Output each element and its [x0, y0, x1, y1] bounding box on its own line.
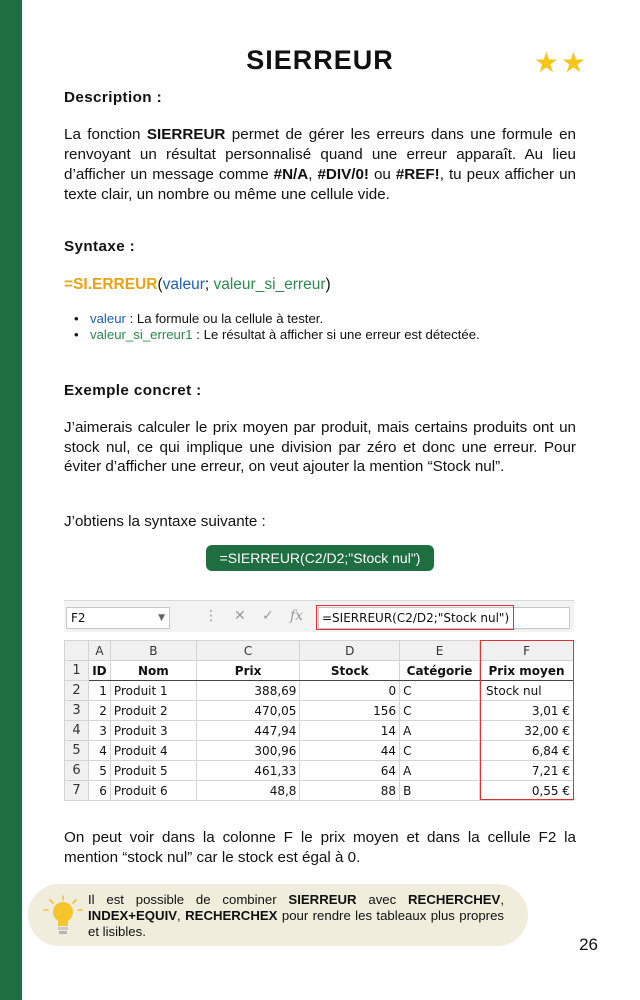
page-title: SIERREUR — [246, 45, 394, 75]
header-cell[interactable]: Catégorie — [400, 661, 480, 681]
cell[interactable]: Stock nul — [480, 681, 574, 701]
column-header[interactable]: F — [480, 641, 574, 661]
function-icon[interactable]: fx — [290, 608, 304, 624]
column-f-highlight — [480, 640, 574, 800]
cell[interactable]: 5 — [88, 761, 110, 781]
cell[interactable]: 470,05 — [196, 701, 300, 721]
example-paragraph: J’aimerais calculer le prix moyen par produit, mais certains produits ont un stock nul, ce qui implique une division par zéro et donc une erreur. Pour éviter d’afficher une erreur, on veut ajouter la mention “Stock nul”. — [64, 419, 576, 475]
column-header[interactable]: A — [88, 641, 110, 661]
cell[interactable]: 32,00 € — [480, 721, 574, 741]
confirm-icon[interactable]: ✓ — [262, 608, 274, 624]
syntax-arguments-list — [64, 311, 576, 343]
cell[interactable]: B — [400, 781, 480, 801]
syntax-heading: Syntaxe : — [64, 238, 136, 255]
cell[interactable]: A — [400, 761, 480, 781]
list-item: • valeur_si_erreur1 : Le résultat à afficher si une erreur est détectée. — [64, 327, 576, 343]
cell[interactable]: 0,55 € — [480, 781, 574, 801]
cell[interactable]: 2 — [88, 701, 110, 721]
cell[interactable]: C — [400, 741, 480, 761]
column-header[interactable]: D — [300, 641, 400, 661]
cancel-icon[interactable]: ✕ — [234, 608, 246, 624]
cell[interactable]: 3 — [88, 721, 110, 741]
cell[interactable]: 0 — [300, 681, 400, 701]
formula-highlight — [316, 605, 514, 630]
cell[interactable]: 447,94 — [196, 721, 300, 741]
row-header[interactable]: 5 — [65, 741, 89, 761]
row-header[interactable]: 7 — [65, 781, 89, 801]
cell[interactable]: 3,01 € — [480, 701, 574, 721]
cell[interactable]: Produit 2 — [110, 701, 196, 721]
header-cell[interactable]: Stock — [300, 661, 400, 681]
cell[interactable]: 6,84 € — [480, 741, 574, 761]
row-header[interactable]: 2 — [65, 681, 89, 701]
description-paragraph: La fonction SIERREUR permet de gérer les erreurs dans une formule en renvoyant un résultat personnalisé quand une erreur apparaît. Au lieu d’afficher un message comme #N/A, #DIV/0! ou #REF!, tu peux afficher un texte clair, un nombre ou même une cellule vide. — [64, 126, 576, 203]
cell[interactable]: 14 — [300, 721, 400, 741]
cell[interactable]: 88 — [300, 781, 400, 801]
tip-text: Il est possible de combiner SIERREUR avec RECHERCHEV, INDEX+EQUIV, RECHERCHEX pour rendre les tableaux plus propres et lisibles. — [88, 892, 505, 939]
cell[interactable]: 1 — [88, 681, 110, 701]
lightbulb-icon — [38, 895, 88, 939]
cell[interactable]: 461,33 — [196, 761, 300, 781]
cell[interactable]: C — [400, 681, 480, 701]
formula-input[interactable]: =SIERREUR(C2/D2;"Stock nul") — [318, 607, 570, 629]
cell[interactable]: 48,8 — [196, 781, 300, 801]
cell[interactable]: Produit 1 — [110, 681, 196, 701]
name-box[interactable]: F2 ▼ — [66, 607, 170, 629]
header-cell[interactable]: Prix moyen — [480, 661, 574, 681]
cell[interactable]: Produit 4 — [110, 741, 196, 761]
corner-cell[interactable] — [65, 641, 89, 661]
cell[interactable]: 64 — [300, 761, 400, 781]
cell[interactable]: 156 — [300, 701, 400, 721]
list-item: • valeur : La formule ou la cellule à tester. — [64, 311, 576, 327]
header-cell[interactable]: ID — [88, 661, 110, 681]
cell[interactable]: C — [400, 701, 480, 721]
cell[interactable]: Produit 3 — [110, 721, 196, 741]
example-intro: J’obtiens la syntaxe suivante : — [64, 513, 266, 530]
row-header[interactable]: 6 — [65, 761, 89, 781]
cell[interactable]: 44 — [300, 741, 400, 761]
row-header[interactable]: 1 — [65, 661, 89, 681]
cell[interactable]: 7,21 € — [480, 761, 574, 781]
column-header[interactable]: E — [400, 641, 480, 661]
spreadsheet-screenshot — [64, 600, 574, 800]
column-header[interactable]: C — [196, 641, 300, 661]
cell[interactable]: 388,69 — [196, 681, 300, 701]
formula-pill: =SIERREUR(C2/D2;"Stock nul") — [206, 545, 434, 571]
row-header[interactable]: 4 — [65, 721, 89, 741]
header-cell[interactable]: Prix — [196, 661, 300, 681]
cell[interactable]: Produit 6 — [110, 781, 196, 801]
cell[interactable]: 6 — [88, 781, 110, 801]
chevron-down-icon[interactable]: ▼ — [158, 613, 165, 623]
formula-bar — [64, 600, 574, 632]
column-header[interactable]: B — [110, 641, 196, 661]
header-cell[interactable]: Nom — [110, 661, 196, 681]
cell[interactable]: A — [400, 721, 480, 741]
example-heading: Exemple concret : — [64, 382, 202, 399]
cell[interactable]: 4 — [88, 741, 110, 761]
conclusion-paragraph: On peut voir dans la colonne F le prix moyen et dans la cellule F2 la mention “stock nul” car le stock est égal à 0. — [64, 829, 576, 866]
description-heading: Description : — [64, 89, 163, 106]
difficulty-stars-icon: ★★ — [533, 47, 588, 78]
cell[interactable]: Produit 5 — [110, 761, 196, 781]
syntax-line: =SI.ERREUR(valeur; valeur_si_erreur) — [64, 276, 331, 293]
page-number: 26 — [579, 935, 598, 954]
formula-bar-icons — [204, 607, 314, 629]
row-header[interactable]: 3 — [65, 701, 89, 721]
cell[interactable]: 300,96 — [196, 741, 300, 761]
green-sidebar — [0, 0, 22, 1000]
more-icon: ⋮ — [204, 608, 218, 624]
